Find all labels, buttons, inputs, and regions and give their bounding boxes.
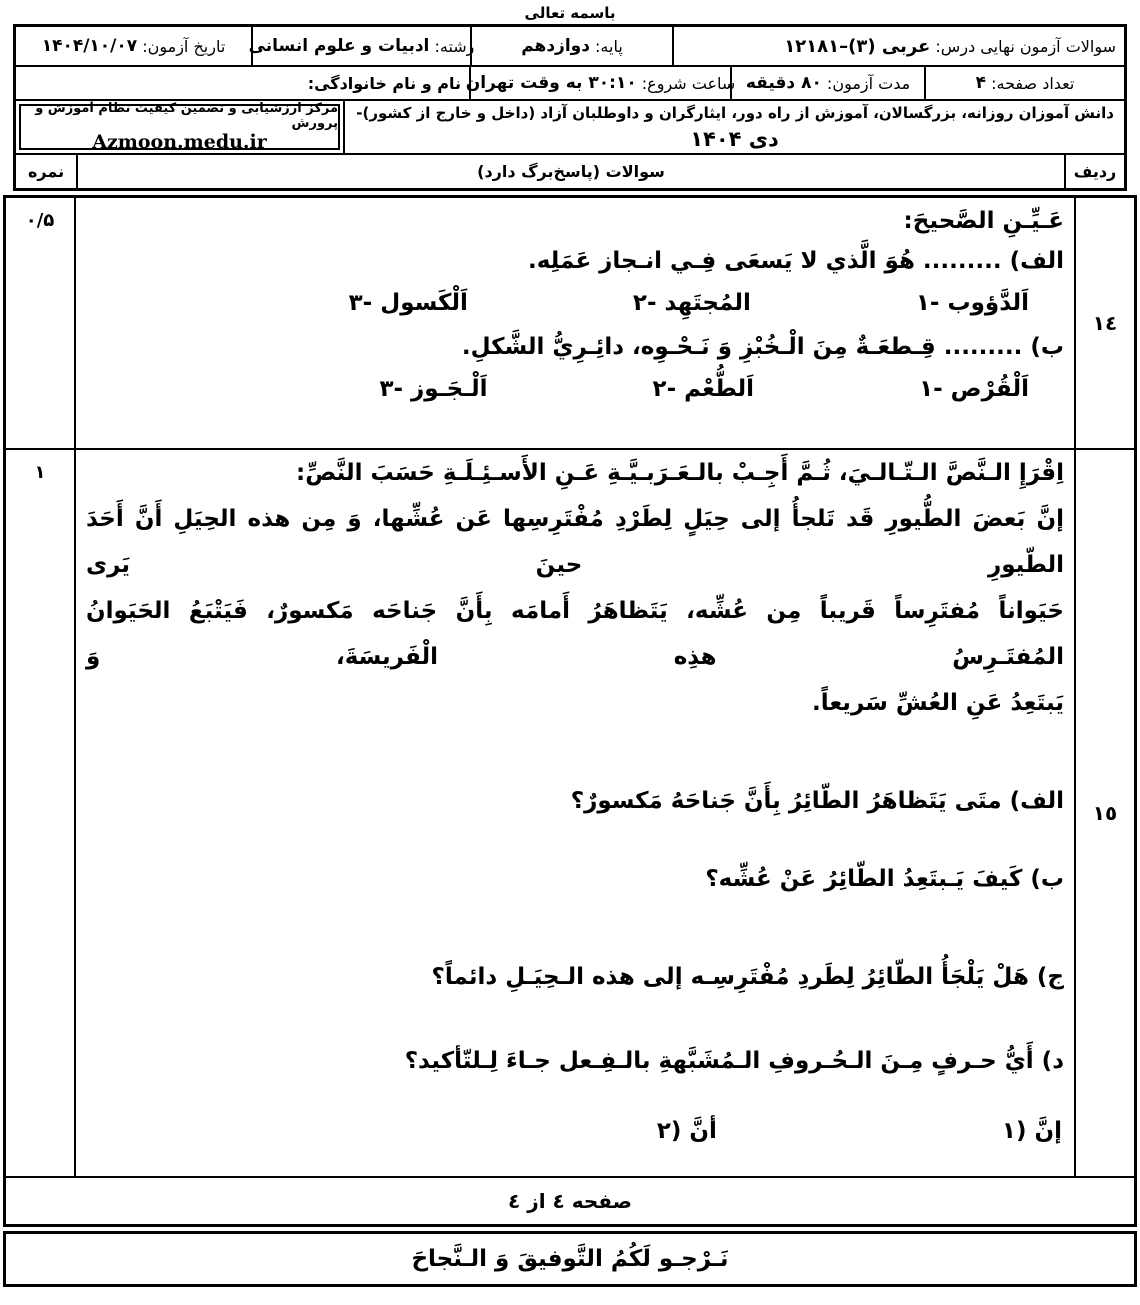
duration-label: مدت آزمون:: [821, 73, 911, 93]
question-14-content: [76, 198, 1074, 448]
question-14-score: ۰/۵: [6, 198, 76, 448]
row-col-header: ردیف: [1064, 155, 1124, 188]
page-count-cell: [924, 67, 1124, 99]
start-time-label: ساعت شروع:: [636, 73, 736, 93]
question-15-part-c: ج) هَلْ یَلْجَأُ الطّائِرُ لِطَردِ مُفْتَرِسِـه إلی هذه الـحِیَـلِ دائماً؟: [431, 964, 1064, 990]
exam-date-value: ۱۴۰۴/۱۰/۰۷: [41, 36, 138, 56]
exam-date-label: تاریخ آزمون:: [137, 36, 226, 56]
question-15-part-b: ب) کَیفَ یَـبتَعِدُ الطّائِرُ عَنْ عُشِّه؟: [705, 866, 1064, 892]
option-1: ۱) إنَّ: [1001, 1118, 1062, 1144]
questions-col-header: سوالات (پاسخ‌برگ دارد): [76, 155, 1064, 188]
course-value: عربی (۳)–۱۲۱۸۱: [784, 35, 931, 57]
student-name-cell: [16, 67, 469, 99]
question-15-number: ۱٥: [1074, 450, 1134, 1176]
header-row-1: [16, 27, 1124, 65]
page-count-value: ۴: [975, 73, 987, 93]
option-3: ۳- اَلْـجَـوز: [379, 376, 488, 402]
question-14-a-options: [86, 290, 1064, 316]
page-number-row: [6, 1176, 1134, 1224]
option-1: ۱- اَلدَّؤوب: [915, 290, 1029, 316]
major-value: ادبیات و علوم انسانی: [248, 36, 430, 56]
passage-line-3: یَبتَعِدُ عَنِ العُشِّ سَریعاً.: [811, 690, 1064, 716]
question-15-part-a: الف) متَی یَتَظاهَرُ الطّائِرُ بِأَنَّ جَناحَهُ مَکسورٌ؟: [570, 788, 1064, 814]
option-3: ۳- اَلْکَسول: [348, 290, 468, 316]
duration-cell: [730, 67, 924, 99]
option-2: ۲) أنَّ: [656, 1118, 717, 1144]
audience-cell: [343, 101, 1124, 153]
page-number: صفحه ٤ از ٤: [508, 1189, 632, 1213]
question-15-intro: اِقْرَإِ الـنَّصَّ الـتّـالـيَ، ثُـمَّ أَجِـبْ بالـعَـرَبـیَّـةِ عَـنِ الأَسـئِـلَـةِ حَسَبَ النَّصِّ:: [296, 460, 1064, 486]
option-2: ۲- اَلطُّعْم: [652, 376, 755, 402]
major-label: رشته:: [429, 36, 475, 56]
org-cell: [16, 101, 343, 153]
org-url: Azmoon.medu.ir: [92, 131, 267, 153]
question-14-part-b: ب) ......... قِـطعَـةٌ مِنَ الْـخُبْزِ وَ نَـحْـوِه، دائِـرِيُّ الشَّکلِ.: [461, 334, 1064, 360]
audience-text: دانش آموزان روزانه، بزرگسالان، آموزش از راه دور، ایثارگران و داوطلبان آزاد (داخل و خارج از کشور)-: [351, 103, 1114, 122]
reading-passage: [86, 496, 1064, 726]
org-name: مرکز ارزشیابی و تضمین کیفیت نظام آموزش و پرورش: [35, 101, 338, 131]
wish-box: [3, 1231, 1137, 1287]
question-15-content: [76, 450, 1074, 1176]
grade-label: پایه:: [589, 36, 623, 56]
page-count-label: تعداد صفحه:: [986, 73, 1075, 93]
question-15-part-d: د) أَيُّ حـرفٍ مِـنَ الـحُـروفِ الـمُشَبَّهةِ بالـفِـعل جـاءَ لِـلتّأکید؟: [404, 1048, 1064, 1074]
grade-cell: [470, 27, 672, 65]
course-label: سوالات آزمون نهایی درس:: [930, 36, 1116, 56]
question-14-part-a: الف) ......... هُوَ الَّذي لا یَسعَی فِـي انـجاز عَمَلِه.: [527, 248, 1064, 274]
option-2: ۲- المُجتَهِد: [632, 290, 751, 316]
student-name-label: نام و نام خانوادگی:: [307, 73, 461, 93]
question-14-number: ۱٤: [1074, 198, 1134, 448]
question-15-d-options: [86, 1118, 1064, 1144]
major-cell: [248, 27, 475, 65]
passage-line-1: إنَّ بَعضَ الطُّیورِ قَد تَلجأُ إلی حِیَلٍ لِطَرْدِ مُفْتَرِسِها عَن عُشِّها، وَ مِن هذه الحِیَلِ أَنَّ أَحَدَ الطّیورِ حینَ یَری: [86, 506, 1064, 578]
header-row-2: [16, 65, 1124, 99]
course-cell: [672, 27, 1124, 65]
question-15-row: [6, 448, 1134, 1176]
option-1: ۱- اَلْقُرْص: [919, 376, 1029, 402]
question-14-intro: عَـیِّـنِ الصَّحیحَ:: [903, 208, 1064, 234]
grade-value: دوازدهم: [521, 36, 590, 56]
score-col-header: نمره: [27, 162, 65, 181]
wish-text: نَـرْجـو لَکُمُ التَّوفیقَ وَ الـنَّجاحَ: [411, 1246, 729, 1272]
header-row-3: [16, 99, 1124, 153]
passage-line-2: حَیَواناً مُفتَرِساً قَریباً مِن عُشِّه، یَتَظاهَرُ أَمامَه بِأَنَّ جَناحَه مَکسورٌ، فَیَتْبَعُ الحَیَوانُ المُفتَـرِسُ هذِه الْفَریسَةَ، وَ: [86, 598, 1064, 670]
columns-header-row: [16, 153, 1124, 188]
question-14-row: [6, 198, 1134, 448]
start-time-cell: [465, 67, 736, 99]
exam-header: [13, 24, 1127, 191]
questions-table: [3, 195, 1137, 1227]
question-14-b-options: [86, 376, 1064, 402]
bismillah: باسمه تعالی: [524, 4, 616, 22]
start-time-value: ۱۰‏:‏۳۰ به وقت تهران: [465, 73, 637, 93]
duration-value: ۸۰ دقیقه: [745, 73, 822, 93]
org-box: [19, 101, 340, 153]
audience-term: دی ۱۴۰۴: [690, 126, 779, 151]
exam-date-cell: [16, 27, 251, 65]
question-15-score: ۱: [6, 450, 76, 1176]
